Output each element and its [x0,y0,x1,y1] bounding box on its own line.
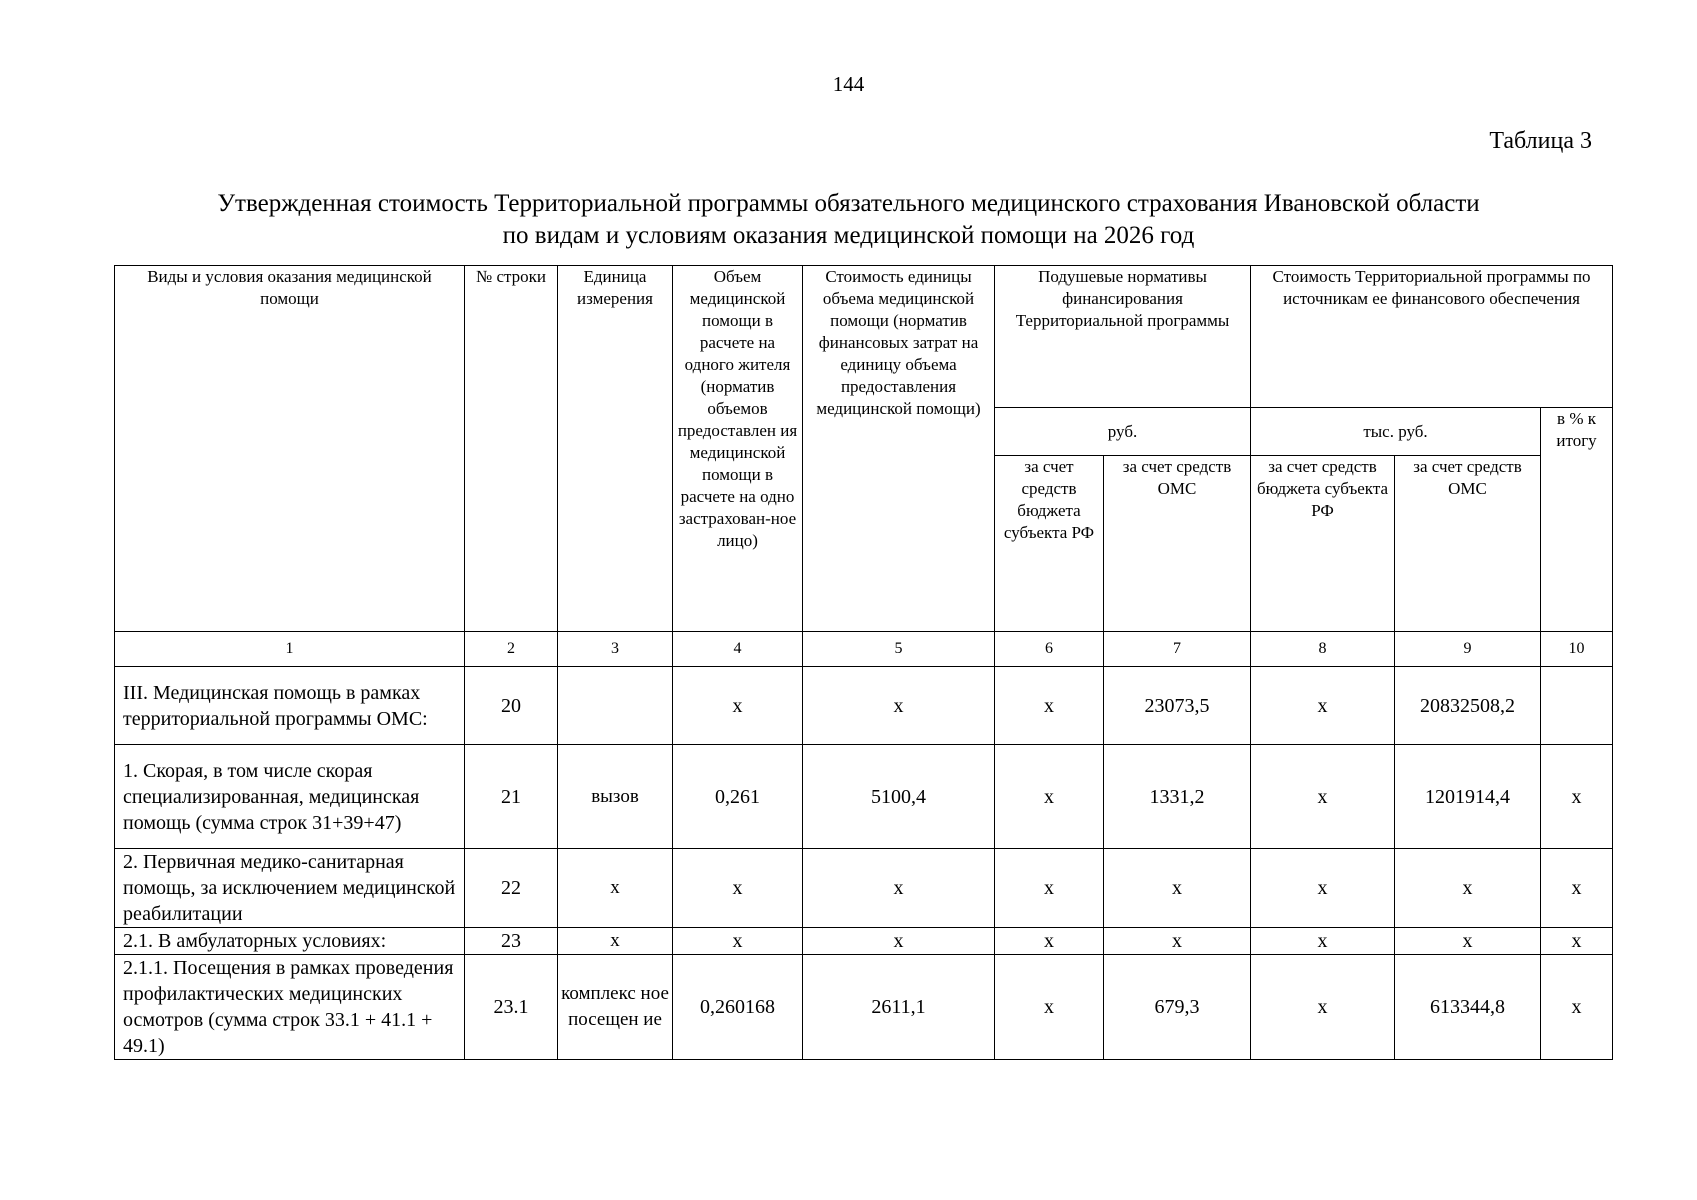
table-cell: х [803,928,995,955]
table-cell: х [995,955,1104,1060]
column-number: 4 [673,632,803,667]
table-cell: 23 [465,928,558,955]
header-oms: за счет средств ОМС [1104,456,1251,632]
table-cell: 22 [465,849,558,928]
column-number: 8 [1251,632,1395,667]
table-cell: х [558,849,673,928]
header-row-number: № строки [465,266,558,632]
table-cell: 2.1.1. Посещения в рамках проведения профилактических медицинских осмотров (сумма строк 33.1 + 41.1 + 49.1) [115,955,465,1060]
table-cell [558,667,673,745]
table-row [115,745,1613,849]
header-thousand-rub: тыс. руб. [1251,408,1541,456]
table-cell [1541,667,1613,745]
column-number: 9 [1395,632,1541,667]
table-cell: х [673,928,803,955]
column-number: 3 [558,632,673,667]
table-cell: х [1251,849,1395,928]
header-volume: Объем медицинской помощи в расчете на одного жителя (норматив объемов предоставлен ия медицинской помощи в расчете на одно застрахован-ное лицо) [673,266,803,632]
column-number: 6 [995,632,1104,667]
table-cell: х [803,849,995,928]
header-per-capita-norms: Подушевые нормативы финансирования Территориальной программы [995,266,1251,408]
table-cell: 2611,1 [803,955,995,1060]
table-cell: х [1251,955,1395,1060]
table-cell: 2. Первичная медико-санитарная помощь, за исключением медицинской реабилитации [115,849,465,928]
title-line-2: по видам и условиям оказания медицинской помощи на 2026 год [502,222,1195,249]
table-cell: 21 [465,745,558,849]
table-cell: 2.1. В амбулаторных условиях: [115,928,465,955]
table-cell: 20 [465,667,558,745]
table-cell: 1. Скорая, в том числе скорая специализированная, медицинская помощь (сумма строк 31+39+47) [115,745,465,849]
document-title [0,188,1697,252]
header-percent: в % к итогу [1541,408,1613,632]
column-number: 1 [115,632,465,667]
table-cell: х [1104,928,1251,955]
table-cell: х [1541,955,1613,1060]
table-cell: х [1395,849,1541,928]
column-number: 2 [465,632,558,667]
table-cell: х [803,667,995,745]
page-number: 144 [832,72,865,96]
table-cell: 0,260168 [673,955,803,1060]
table-cell: х [1541,928,1613,955]
table-cell: III. Медицинская помощь в рамках территориальной программы ОМС: [115,667,465,745]
table-cell: вызов [558,745,673,849]
header-unit-cost: Стоимость единицы объема медицинской помощи (норматив финансовых затрат на единицу объема предоставления медицинской помощи) [803,266,995,632]
cost-table [114,265,1613,1060]
table-cell: х [995,667,1104,745]
table-cell: 0,261 [673,745,803,849]
table-cell: х [1395,928,1541,955]
table-row [115,928,1613,955]
header-oms-2: за счет средств ОМС [1395,456,1541,632]
column-numbers-row [115,632,1613,667]
table-cell: 613344,8 [1395,955,1541,1060]
table-row [115,849,1613,928]
column-number: 7 [1104,632,1251,667]
table-cell: х [558,928,673,955]
table-label: Таблица 3 [1489,128,1592,154]
table-cell: комплекс ное посещен ие [558,955,673,1060]
table-cell: 1201914,4 [1395,745,1541,849]
table-cell: х [995,928,1104,955]
header-program-cost: Стоимость Территориальной программы по источникам ее финансового обеспечения [1251,266,1613,408]
table-cell: 23.1 [465,955,558,1060]
header-budget-rf: за счет средств бюджета субъекта РФ [995,456,1104,632]
table-cell: х [1541,745,1613,849]
table-cell: х [995,849,1104,928]
table-cell: 23073,5 [1104,667,1251,745]
column-number: 5 [803,632,995,667]
table-row [115,955,1613,1060]
column-number: 10 [1541,632,1613,667]
table-row [115,667,1613,745]
table-cell: х [1104,849,1251,928]
table-cell: 679,3 [1104,955,1251,1060]
table-cell: х [995,745,1104,849]
table-cell: х [673,667,803,745]
table-cell: х [1541,849,1613,928]
header-budget-rf-2: за счет средств бюджета субъекта РФ [1251,456,1395,632]
table-cell: 1331,2 [1104,745,1251,849]
table-cell: х [673,849,803,928]
header-kinds-conditions: Виды и условия оказания медицинской помощи [115,266,465,632]
header-unit: Единица измерения [558,266,673,632]
table-cell: х [1251,745,1395,849]
table-cell: х [1251,928,1395,955]
table-cell: 5100,4 [803,745,995,849]
table-cell: 20832508,2 [1395,667,1541,745]
table-cell: х [1251,667,1395,745]
header-rub: руб. [995,408,1251,456]
title-line-1: Утвержденная стоимость Территориальной программы обязательного медицинского страхования Ивановской области [217,190,1480,217]
